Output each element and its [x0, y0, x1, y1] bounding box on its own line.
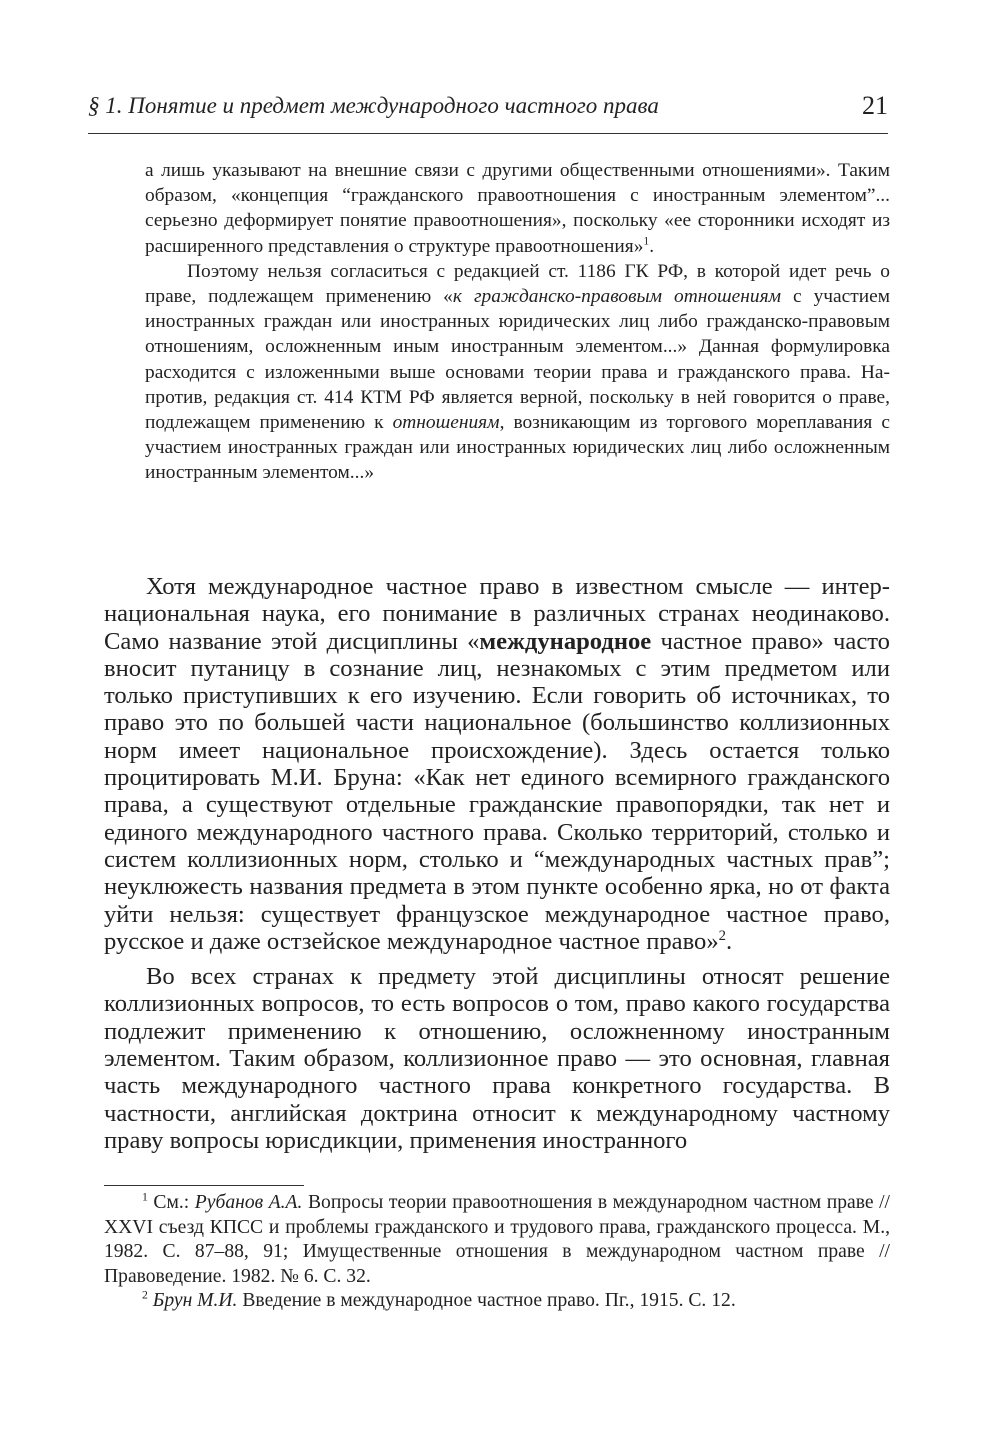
page-number: 21: [862, 91, 888, 120]
footnote-ref[interactable]: 1: [643, 234, 650, 248]
body-tail: .: [726, 927, 733, 955]
quote-emphasis: отношениям: [392, 412, 500, 434]
footnote-text: Вопросы теории правоотношения в международном частном праве // XXVI съезд КПСС и проблемы гражданского и трудового права, гражданского процесса. М., 1982. С. 87–88, 91; Имущественные отношения в международном частном праве // Правоведение. 1982. № 6. С. 32.: [104, 1192, 890, 1287]
quote-tail: .: [649, 235, 655, 257]
main-text: [104, 573, 890, 1154]
quote-block: [145, 158, 890, 486]
footnote-number: 2: [142, 1288, 148, 1302]
quote-text: с участием иностранных граждан или иностранных юридических лиц либо гражданско-правовым отношениям, осложненным иным иностранным элементом...» Данная формулировка расходится с изложенными выше основами теории права и гражданского права. Напротив, редакция ст. 414 КТМ РФ является верной, поскольку в ней говорится о праве, подлежащем применению к: [145, 286, 890, 434]
header-rule: [88, 133, 888, 134]
running-header: [88, 93, 888, 133]
footnote-rule: [104, 1185, 304, 1186]
footnote-author: Брун М.И.: [147, 1290, 238, 1311]
footnote-ref[interactable]: 2: [718, 927, 727, 944]
main-paragraph-2: Во всех странах к предмету этой дисциплины относят решение коллизионных вопросов, то есть вопросов о том, право какого государства подлежит применению к отношению, осложненному иностранным элементом. Таким образом, коллизионное право — это основная, главная часть международного частного права конкретного государства. В частности, английская доктрина относит к международному частному праву вопросы юрисдикции, применения иностранного: [104, 963, 890, 1154]
quote-paragraph-2: [145, 259, 890, 486]
quote-text: а лишь указывают на внешние связи с другими общественными отношениями». Таким образом, «концепция “гражданского правоотношения с иностранным элементом”... серьезно деформирует понятие правоотношения», поскольку «ее сторонники исходят из расширенного представления о структуре правоотношения»: [145, 160, 890, 257]
footnote-1: [104, 1191, 890, 1289]
body-text: частное право» часто вносит путаницу в сознание лиц, незнакомых с этим предметом или только приступивших к его изучению. Если говорить об источниках, то право это по большей части национальное (большинство коллизионных норм имеет национальное происхождение). Здесь остается только процитировать М.И. Бруна: «Как нет единого всемирного гражданского права, а существуют отдельные гражданские правопорядки, так нет и единого международного частного права. Сколько территорий, столько и систем коллизионных норм, столько и “международных частных прав”; неуклюжесть названия предмета в этом пункте особенно ярка, но от факта уйти нельзя: существует французское международное частное право, русское и даже остзейское международное частное право»: [104, 627, 890, 955]
footnote-2: [104, 1289, 890, 1314]
footnote-author: Рубанов А.А.: [194, 1192, 303, 1213]
footnote-number: 1: [142, 1190, 148, 1204]
quote-paragraph-1: [145, 158, 890, 259]
body-text: Хотя международное частное право в известном смысле — интернациональная наука, его понимание в различных странах неодинаково. Само название этой дисциплины «: [104, 573, 890, 655]
footnotes: [104, 1191, 890, 1314]
footnote-text: См.:: [147, 1192, 195, 1213]
footnote-text: Введение в международное частное право. Пг., 1915. С. 12.: [237, 1290, 736, 1311]
body-bold: международное: [479, 627, 652, 655]
quote-text: Поэтому нельзя согласиться с редакцией ст. 1186 ГК РФ, в которой идет речь о праве, подлежащем применению «: [145, 260, 890, 308]
header-title: § 1. Понятие и предмет международного частного права: [88, 93, 659, 118]
quote-text: , возникающим из торгового мореплавания с участием иностранных граждан или иностранных юридических лиц либо осложненным иностранным элементом...»: [145, 412, 890, 484]
quote-emphasis: к гражданско-правовым отношениям: [452, 286, 781, 308]
main-paragraph-1: [104, 573, 890, 955]
